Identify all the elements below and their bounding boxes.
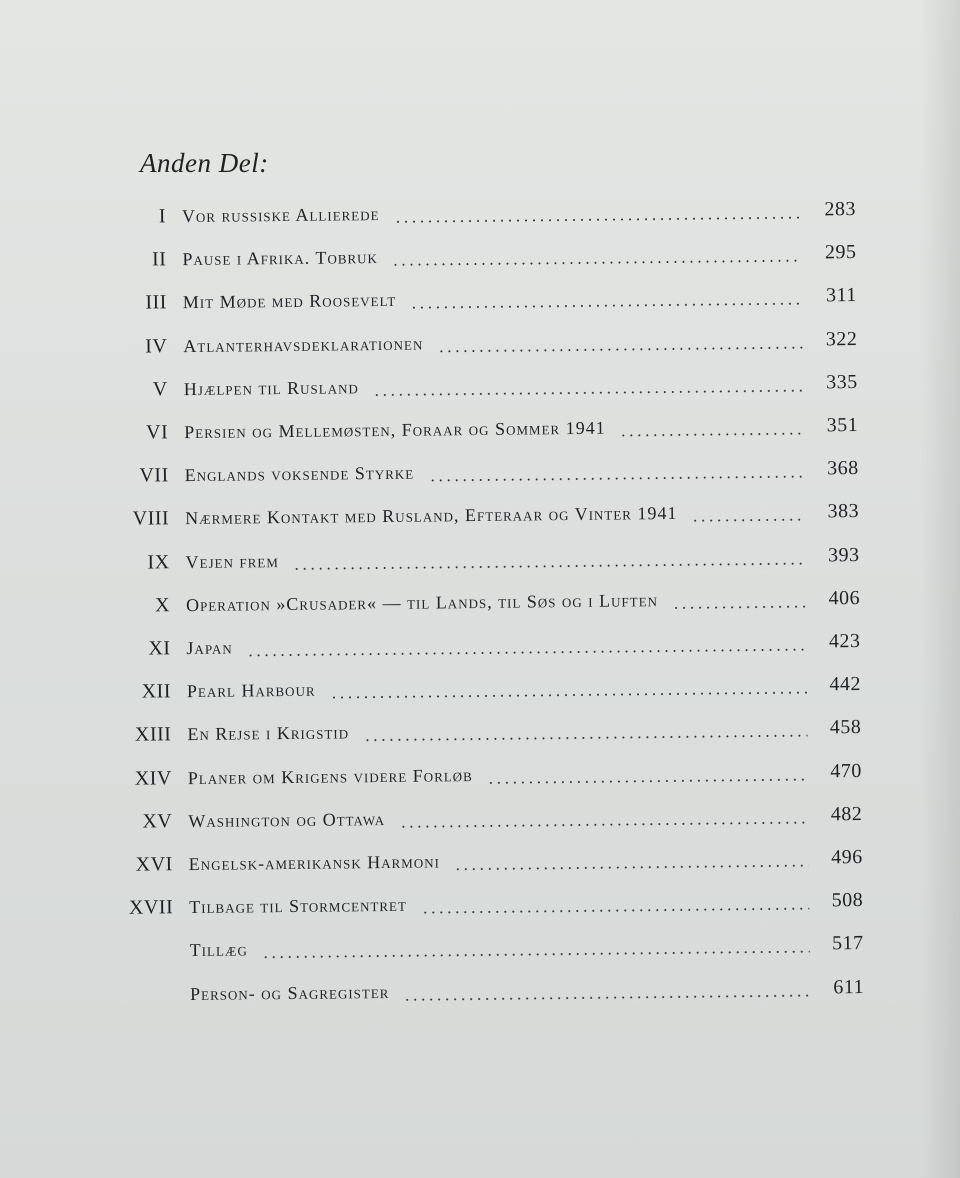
- toc-entry: [94, 976, 864, 1014]
- chapter-title: Mit Møde med Roosevelt: [182, 290, 397, 313]
- dot-leader: [373, 389, 804, 396]
- toc-entry: [91, 716, 861, 754]
- dot-leader: [429, 476, 805, 482]
- toc-entry: [88, 414, 858, 452]
- dot-leader: [399, 821, 808, 827]
- page-number: 458: [829, 716, 862, 739]
- dot-leader: [403, 994, 811, 1000]
- chapter-title: Tilbage til Stormcentret: [189, 894, 407, 918]
- chapter-number: XVI: [135, 853, 173, 876]
- chapter-number: V: [152, 378, 168, 401]
- chapter-number: IX: [147, 550, 170, 574]
- chapter-title: Pearl Harbour: [186, 679, 316, 702]
- page-number: 295: [824, 241, 857, 264]
- chapter-number: I: [158, 205, 167, 228]
- page-edge-shadow: [920, 0, 960, 1178]
- toc-entry: [87, 328, 857, 366]
- chapter-number: III: [145, 291, 167, 314]
- toc-entry: [94, 932, 864, 970]
- dot-leader: [619, 433, 804, 437]
- toc-entry: [89, 544, 859, 582]
- toc-entry: [89, 500, 859, 538]
- toc-entry: [93, 846, 863, 884]
- toc-entry: [86, 241, 856, 279]
- page-number: 368: [827, 457, 859, 480]
- chapter-number: VIII: [132, 507, 170, 531]
- chapter-number: XII: [141, 680, 172, 703]
- chapter-number: IV: [145, 334, 168, 358]
- dot-leader: [391, 260, 802, 266]
- chapter-number: XIV: [134, 766, 172, 790]
- chapter-title: Atlanterhavsdeklarationen: [183, 333, 424, 356]
- page-number: 496: [831, 846, 863, 869]
- toc-entry: [86, 198, 856, 236]
- toc-entry: [92, 803, 862, 841]
- chapter-title: Hjælpen til Rusland: [183, 377, 359, 399]
- toc-entry: [88, 371, 858, 409]
- chapter-title: Person- og Sagregister: [190, 981, 390, 1004]
- chapter-number: VII: [139, 464, 169, 487]
- page-number: 611: [833, 975, 865, 998]
- dot-leader: [410, 303, 804, 309]
- dot-leader: [247, 649, 807, 657]
- chapter-title: Engelsk-amerikansk Harmoni: [188, 851, 441, 875]
- dot-leader: [672, 605, 806, 608]
- dot-leader: [293, 562, 806, 569]
- page-number: 383: [827, 500, 860, 523]
- toc-entry: [91, 673, 861, 711]
- dot-leader: [437, 346, 803, 352]
- chapter-title: Planer om Krigens videre Forløb: [187, 764, 473, 788]
- toc-entry: [90, 630, 860, 668]
- page-number: 351: [826, 414, 859, 437]
- page-number: 393: [827, 543, 860, 566]
- chapter-title: Vor russiske Allierede: [181, 204, 380, 227]
- page-number: 406: [828, 586, 861, 610]
- chapter-number: X: [154, 594, 171, 617]
- page-number: 335: [826, 370, 858, 394]
- toc-entry: [92, 760, 862, 798]
- chapter-title: En Rejse i Krigstid: [187, 722, 350, 745]
- chapter-number: XV: [142, 810, 173, 833]
- page-number: 470: [830, 759, 862, 782]
- chapter-number: II: [151, 248, 167, 271]
- dot-leader: [454, 865, 809, 871]
- chapter-title: Englands voksende Styrke: [184, 462, 415, 486]
- page-number: 322: [825, 327, 858, 350]
- dot-leader: [487, 778, 808, 783]
- dot-leader: [394, 217, 802, 223]
- chapter-title: Washington og Ottawa: [188, 808, 386, 831]
- page-number: 508: [831, 889, 864, 912]
- toc-entry: [87, 284, 857, 322]
- toc-entry: [93, 889, 863, 927]
- chapter-title: Operation »Crusader« — til Lands, til Søs og i Luften: [185, 589, 659, 615]
- chapter-title: Japan: [186, 637, 233, 659]
- chapter-title: Nærmere Kontakt med Rusland, Efteraar og Vinter 1941: [185, 503, 678, 529]
- page-number: 311: [825, 284, 857, 307]
- page-number: 482: [830, 802, 863, 826]
- dot-leader: [691, 519, 805, 522]
- dot-leader: [330, 692, 807, 699]
- page-number: 517: [832, 932, 864, 955]
- toc-entry: [90, 587, 860, 625]
- section-title: Anden Del:: [140, 148, 269, 178]
- chapter-number: XIII: [134, 723, 172, 747]
- chapter-number: VI: [146, 421, 169, 444]
- dot-leader: [421, 908, 809, 914]
- chapter-title: Tillæg: [189, 939, 248, 961]
- toc-entry: [89, 457, 859, 495]
- chapter-title: Pause i Afrika. Tobruk: [182, 247, 378, 270]
- dot-leader: [363, 735, 807, 742]
- page-number: 283: [824, 198, 857, 221]
- dot-leader: [262, 951, 810, 959]
- page-number: 423: [828, 630, 861, 653]
- chapter-title: Persien og Mellemøsten, Foraar og Sommer 1941: [184, 417, 606, 443]
- chapter-number: XVII: [128, 896, 174, 919]
- chapter-number: XI: [148, 637, 171, 660]
- page-number: 442: [829, 673, 862, 696]
- chapter-title: Vejen frem: [185, 550, 279, 572]
